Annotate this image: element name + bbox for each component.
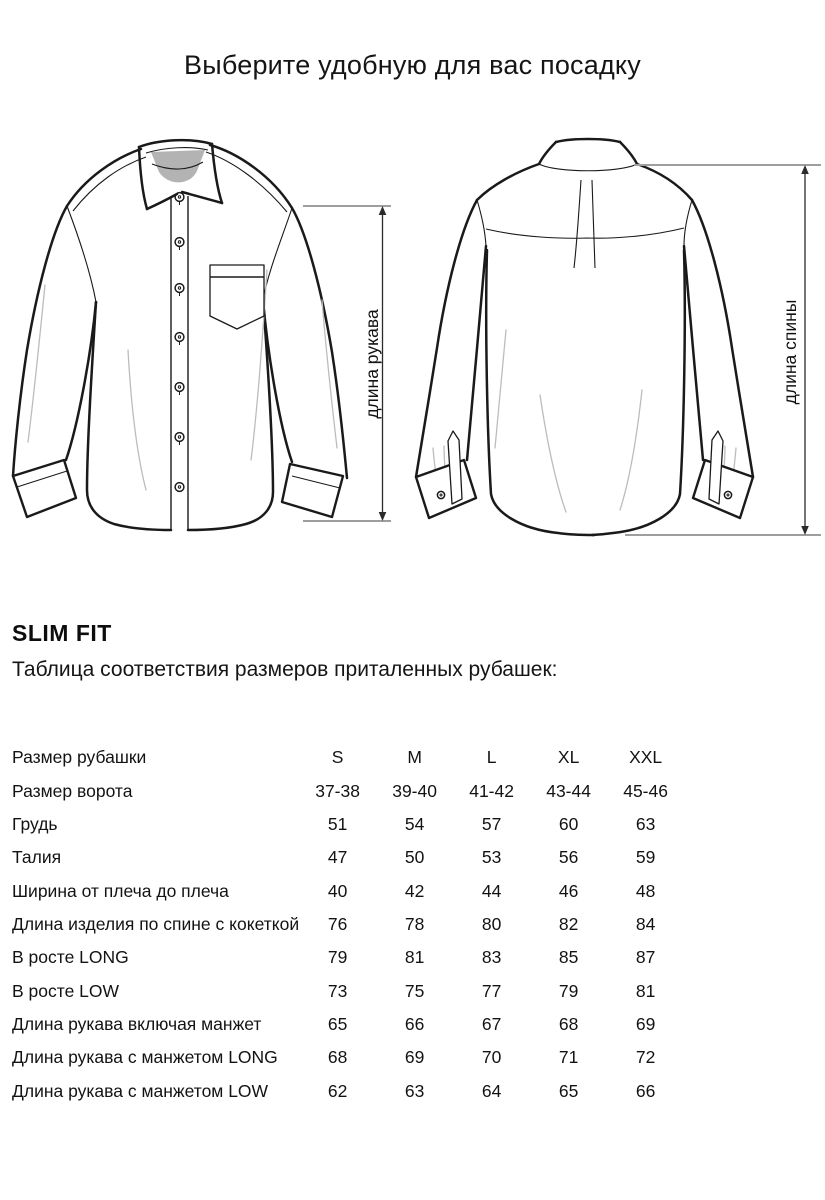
row-label: Длина рукава включая манжет: [12, 1013, 262, 1034]
chest-pocket: [210, 265, 264, 329]
size-value: 70: [481, 1047, 502, 1068]
size-value: 65: [327, 1013, 348, 1034]
size-value: XXL: [629, 747, 663, 768]
size-value: 65: [558, 1080, 579, 1101]
size-value: S: [331, 747, 344, 768]
size-value: 78: [404, 913, 425, 934]
size-value: 66: [635, 1080, 656, 1101]
table-row: [12, 874, 684, 907]
size-value: 87: [635, 947, 656, 968]
size-value: 75: [404, 980, 425, 1001]
row-label: Длина рукава с манжетом LONG: [12, 1047, 278, 1068]
size-value: 80: [481, 913, 502, 934]
size-value: 46: [558, 880, 579, 901]
sleeve-length-label: длина рукава: [362, 309, 382, 419]
table-row: [12, 808, 684, 841]
size-value: M: [407, 747, 422, 768]
size-value: 76: [327, 913, 348, 934]
size-value: 68: [558, 1013, 579, 1034]
size-value: 40: [327, 880, 348, 901]
row-label: Размер рубашки: [12, 747, 147, 768]
size-value: 54: [404, 813, 425, 834]
size-value: 42: [404, 880, 425, 901]
size-value: 73: [327, 980, 348, 1001]
row-label: Грудь: [12, 813, 58, 834]
front-shirt-drawing: [13, 140, 347, 530]
size-value: 63: [404, 1080, 425, 1101]
size-value: 62: [327, 1080, 348, 1101]
page-title: Выберите удобную для вас посадку: [184, 50, 641, 80]
size-value: 83: [481, 947, 502, 968]
size-value: 37-38: [315, 780, 360, 801]
size-value: L: [486, 747, 497, 768]
size-value: 43-44: [546, 780, 591, 801]
size-value: 39-40: [392, 780, 437, 801]
size-value: 41-42: [469, 780, 514, 801]
size-value: 69: [404, 1047, 425, 1068]
size-value: 50: [404, 847, 425, 868]
size-table-body: [12, 741, 684, 1108]
size-value: 51: [327, 813, 348, 834]
size-value: 66: [404, 1013, 425, 1034]
size-value: 77: [481, 980, 502, 1001]
size-value: 79: [327, 947, 348, 968]
size-value: 81: [635, 980, 656, 1001]
table-row: [12, 1008, 684, 1041]
row-label: Длина рукава с манжетом LOW: [12, 1080, 269, 1101]
size-value: 64: [481, 1080, 502, 1101]
size-value: 63: [635, 813, 656, 834]
table-row: [12, 941, 684, 974]
front-buttons: [175, 193, 184, 492]
row-label: В росте LONG: [12, 947, 129, 968]
size-value: 53: [481, 847, 502, 868]
table-row: [12, 974, 684, 1007]
size-value: 68: [327, 1047, 348, 1068]
row-label: Ширина от плеча до плеча: [12, 880, 229, 901]
size-value: 84: [635, 913, 656, 934]
row-label: В росте LOW: [12, 980, 120, 1001]
table-row: [12, 1074, 684, 1107]
size-value: 47: [327, 847, 348, 868]
size-value: 82: [558, 913, 579, 934]
size-value: 60: [558, 813, 579, 834]
fit-subtitle: Таблица соответствия размеров приталенных рубашек:: [12, 658, 558, 681]
size-value: 81: [404, 947, 425, 968]
size-value: 59: [635, 847, 656, 868]
row-label: Длина изделия по спине с кокеткой: [12, 913, 300, 934]
table-row: [12, 841, 684, 874]
size-value: 48: [635, 880, 656, 901]
fit-heading: SLIM FIT: [12, 620, 112, 646]
size-value: 45-46: [623, 780, 668, 801]
size-value: 71: [558, 1047, 579, 1068]
row-label: Талия: [12, 847, 62, 868]
back-length-label: длина спины: [780, 299, 800, 405]
back-shirt-drawing: [416, 139, 753, 535]
size-value: 69: [635, 1013, 656, 1034]
size-value: 67: [481, 1013, 502, 1034]
table-row: [12, 741, 684, 774]
size-value: 57: [481, 813, 502, 834]
size-value: 79: [558, 980, 579, 1001]
size-table: [12, 741, 684, 1108]
row-label: Размер ворота: [12, 780, 133, 801]
table-row: [12, 1041, 684, 1074]
size-value: XL: [557, 747, 580, 768]
size-value: 72: [635, 1047, 656, 1068]
table-row: [12, 774, 684, 807]
size-value: 56: [558, 847, 579, 868]
table-row: [12, 908, 684, 941]
size-value: 44: [481, 880, 502, 901]
size-value: 85: [558, 947, 579, 968]
